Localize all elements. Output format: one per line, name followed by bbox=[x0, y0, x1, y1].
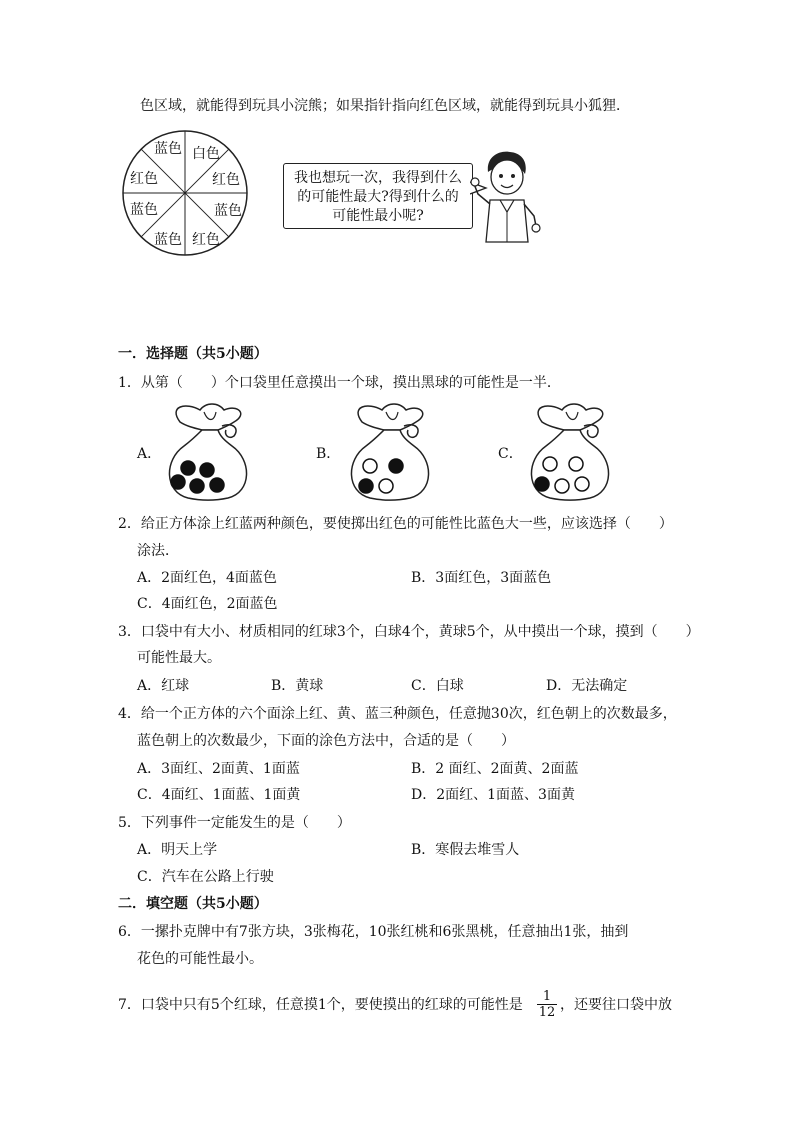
spinner-wheel bbox=[120, 128, 250, 258]
question-1-stem: 1．从第（ ）个口袋里任意摸出一个球，摸出黑球的可能性是一半． bbox=[118, 375, 561, 391]
q4-option-d: D．2面红、1面蓝、3面黄 bbox=[411, 787, 575, 803]
spinner-sector-label: 蓝色 bbox=[154, 232, 182, 248]
spinner-sector-label: 红色 bbox=[212, 172, 240, 188]
q5-option-b: B．寒假去堆雪人 bbox=[411, 842, 520, 858]
q3-option-d: D．无法确定 bbox=[546, 678, 628, 694]
q3-option-c: C．白球 bbox=[411, 678, 464, 694]
question-7-stem: 7．口袋中只有5个红球，任意摸1个，要使摸出的红球的可能性是 bbox=[118, 997, 523, 1013]
q1-option-a-label: A． bbox=[137, 446, 162, 462]
q3-option-a: A．红球 bbox=[137, 678, 190, 694]
bag-b-icon bbox=[340, 400, 440, 502]
q5-option-c: C．汽车在公路上行驶 bbox=[137, 869, 274, 885]
speech-bubble bbox=[283, 163, 473, 229]
q1-option-b-label: B． bbox=[316, 446, 341, 462]
q3-option-b: B．黄球 bbox=[271, 678, 324, 694]
section-heading: 二．填空题（共5小题） bbox=[118, 896, 268, 912]
q1-option-c-label: C． bbox=[498, 446, 523, 462]
question-4-stem-cont: 蓝色朝上的次数最少，下面的涂色方法中，合适的是（ ） bbox=[137, 733, 515, 749]
question-6-stem: 6．一摞扑克牌中有7张方块，3张梅花，10张红桃和6张黑桃，任意抽出1张，抽到 bbox=[118, 924, 629, 940]
q4-option-b: B．2 面红、2面黄、2面蓝 bbox=[411, 761, 579, 777]
fraction bbox=[537, 989, 557, 1020]
intro-line: 色区域，就能得到玩具小浣熊；如果指针指向红色区域，就能得到玩具小狐狸． bbox=[140, 98, 630, 114]
fraction-denominator: 12 bbox=[538, 1005, 556, 1020]
question-5-stem: 5．下列事件一定能发生的是（ ） bbox=[118, 815, 351, 831]
fraction-numerator: 1 bbox=[537, 989, 557, 1005]
spinner-sector-label: 蓝色 bbox=[154, 141, 182, 157]
q4-option-a: A．3面红、2面黄、1面蓝 bbox=[137, 761, 300, 777]
q4-option-c: C．4面红、1面蓝、1面黄 bbox=[137, 787, 301, 803]
bag-a-icon bbox=[158, 400, 258, 502]
spinner-sector-label: 白色 bbox=[192, 146, 220, 162]
q2-option-b: B．3面红色，3面蓝色 bbox=[411, 570, 552, 586]
speech-bubble-text: 我也想玩一次，我得到什么的可能性最大?得到什么的可能性最小呢? bbox=[294, 170, 462, 224]
question-6-stem-cont: 花色的可能性最小。 bbox=[137, 951, 263, 967]
section-heading: 一．选择题（共5小题） bbox=[118, 346, 268, 362]
question-4-stem: 4．给一个正方体的六个面涂上红、黄、蓝三种颜色，任意抛30次，红色朝上的次数最多， bbox=[118, 706, 677, 722]
question-3-stem: 3．口袋中有大小、材质相同的红球3个，白球4个，黄球5个，从中摸出一个球，摸到（ ） bbox=[118, 624, 700, 640]
spinner-sector-label: 蓝色 bbox=[214, 203, 242, 219]
spinner-sector-label: 红色 bbox=[192, 232, 220, 248]
question-3-stem-cont: 可能性最大。 bbox=[137, 650, 221, 666]
q2-option-a: A．2面红色，4面蓝色 bbox=[137, 570, 277, 586]
question-2-stem-cont: 涂法． bbox=[137, 543, 179, 559]
bag-c-icon bbox=[520, 400, 620, 502]
q5-option-a: A．明天上学 bbox=[137, 842, 218, 858]
q2-option-c: C．4面红色，2面蓝色 bbox=[137, 596, 278, 612]
spinner-sector-label: 红色 bbox=[130, 171, 158, 187]
question-7-stem-cont: ，还要往口袋中放 bbox=[560, 997, 672, 1013]
spinner-sector-label: 蓝色 bbox=[130, 202, 158, 218]
boy-figure-icon bbox=[470, 150, 542, 245]
question-2-stem: 2．给正方体涂上红蓝两种颜色，要使掷出红色的可能性比蓝色大一些，应该选择（ ） bbox=[118, 516, 673, 532]
